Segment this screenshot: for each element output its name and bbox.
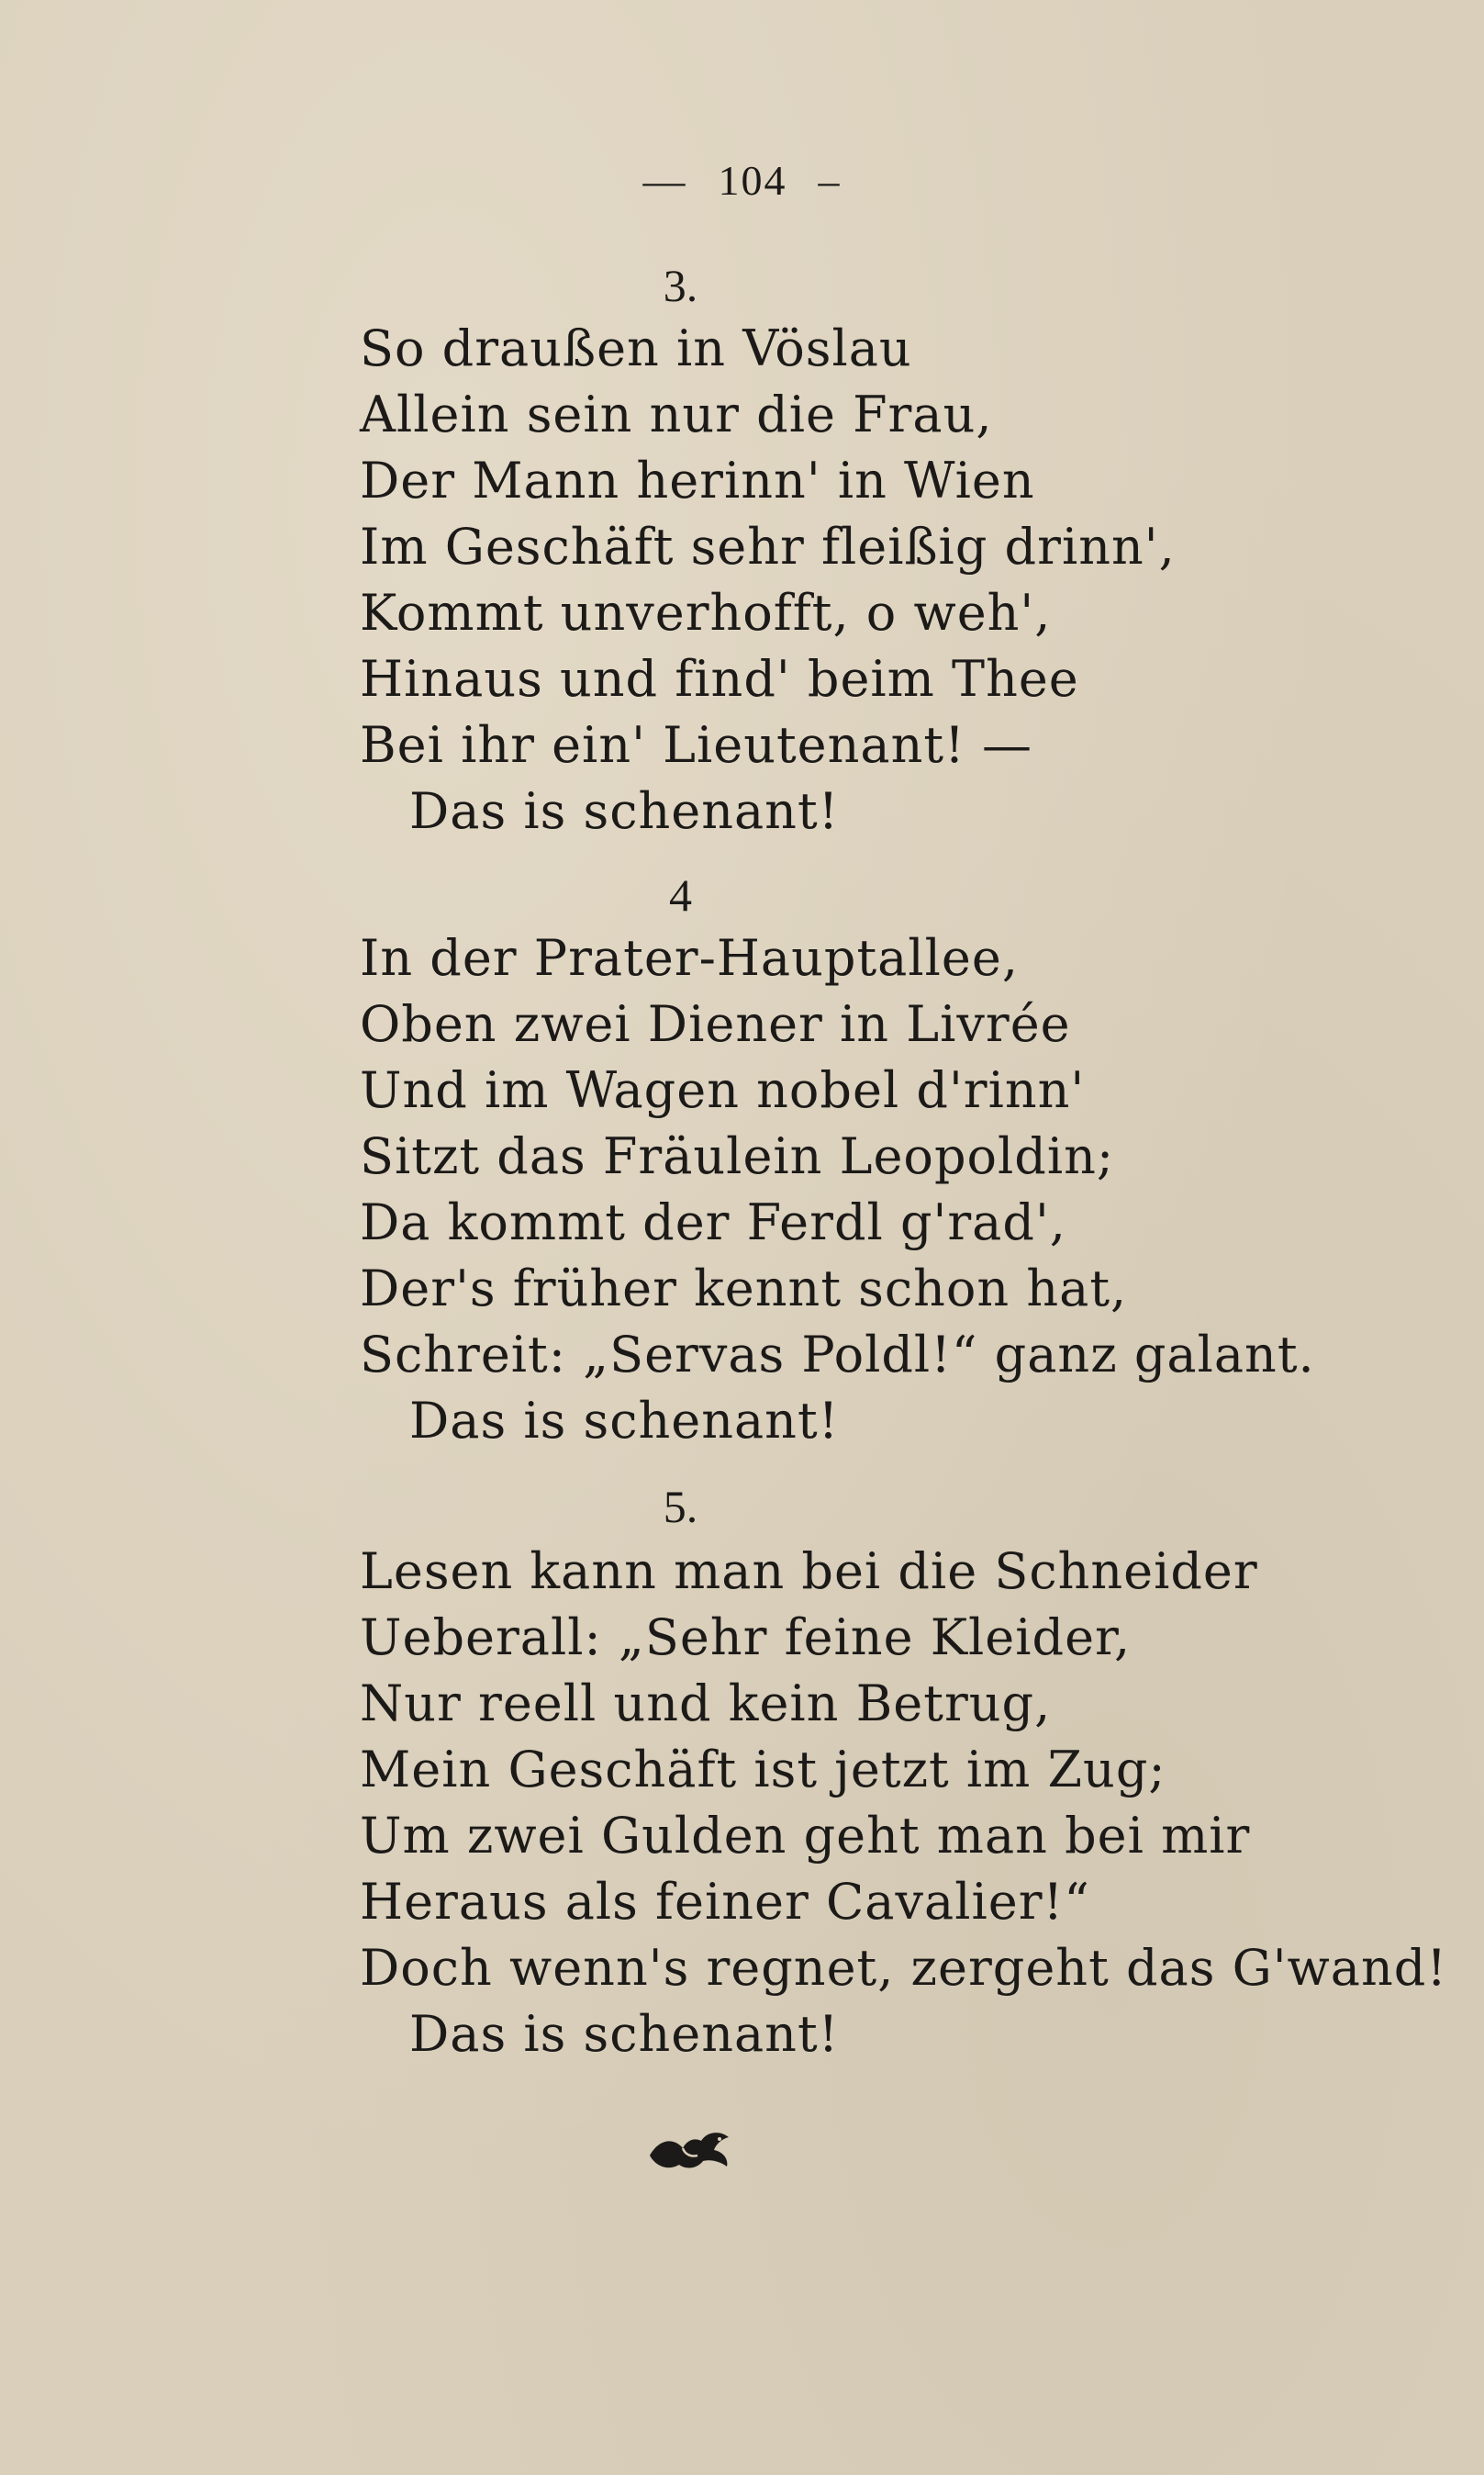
- verse-line: Und im Wagen nobel d'rinn': [360, 1061, 1086, 1119]
- stanza-number: 4: [669, 869, 692, 921]
- verse-line: Ueberall: „Sehr feine Kleider,: [360, 1608, 1132, 1666]
- verse-line: Um zwei Gulden geht man bei mir: [360, 1807, 1251, 1865]
- verse-line: Oben zwei Diener in Livrée: [360, 995, 1071, 1053]
- verse-line: Da kommt der Ferdl g'rad',: [360, 1193, 1066, 1251]
- verse-line: Doch wenn's regnet, zergeht das G'wand!: [360, 1939, 1448, 1997]
- verse-line: Bei ihr ein' Lieutenant! —: [360, 716, 1032, 774]
- refrain-line: Das is schenant!: [409, 2005, 840, 2063]
- verse-line: Hinaus und find' beim Thee: [360, 650, 1079, 708]
- dash-left: —: [642, 157, 687, 204]
- stanza-number: 5.: [663, 1481, 698, 1532]
- verse-line: Sitzt das Fräulein Leopoldin;: [360, 1127, 1115, 1185]
- verse-line: Der Mann herinn' in Wien: [360, 452, 1035, 510]
- verse-line: Heraus als feiner Cavalier!“: [360, 1873, 1090, 1931]
- verse-line: Nur reell und kein Betrug,: [360, 1674, 1052, 1732]
- page-number: 104: [718, 157, 787, 204]
- verse-line: Der's früher kennt schon hat,: [360, 1260, 1128, 1317]
- verse-line: In der Prater-Hauptallee,: [360, 929, 1019, 987]
- refrain-line: Das is schenant!: [409, 782, 840, 840]
- verse-line: Schreit: „Servas Poldl!“ ganz galant.: [360, 1326, 1315, 1383]
- verse-line: So draußen in Vöslau: [360, 319, 912, 377]
- verse-line: Mein Geschäft ist jetzt im Zug;: [360, 1741, 1166, 1798]
- verse-line: Im Geschäft sehr fleißig drinn',: [360, 518, 1176, 576]
- page-number-header: [0, 156, 1484, 205]
- refrain-line: Das is schenant!: [409, 1392, 840, 1450]
- fleuron-ornament-icon: [642, 2121, 734, 2176]
- verse-line: Lesen kann man bei die Schneider: [360, 1542, 1258, 1600]
- verse-line: Kommt unverhofft, o weh',: [360, 584, 1052, 642]
- stanza-number: 3.: [663, 260, 698, 311]
- verse-line: Allein sein nur die Frau,: [360, 386, 993, 443]
- dash-right: –: [818, 157, 842, 204]
